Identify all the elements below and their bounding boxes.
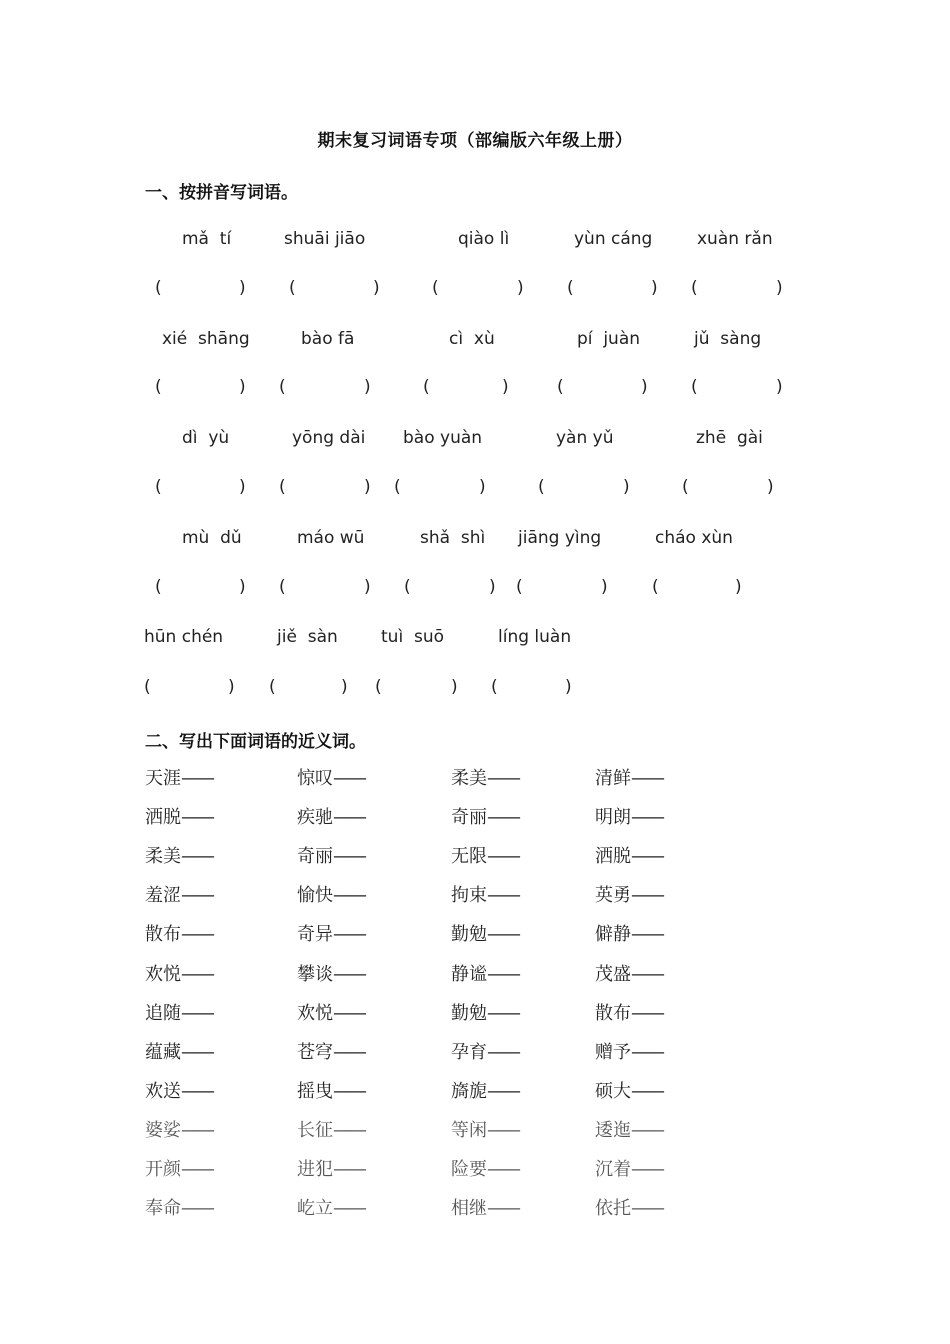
synonym-item: [595, 1116, 663, 1142]
answer-line: ——: [333, 768, 365, 789]
answer-line: ——: [333, 846, 365, 868]
synonym-item: [145, 842, 213, 868]
synonym-word: 奇丽: [451, 807, 487, 829]
synonym-item: [451, 842, 519, 868]
synonym-item: [595, 881, 663, 907]
synonym-word: 依托: [595, 1198, 631, 1220]
synonym-word: 苍穹: [297, 1041, 333, 1063]
answer-line: ——: [487, 1159, 519, 1180]
pinyin-prompt: yùn cáng: [574, 229, 653, 249]
answer-blank-open: (: [557, 377, 564, 397]
answer-blank-open: (: [269, 677, 276, 697]
answer-blank-open: (: [155, 278, 162, 298]
synonym-item: [145, 803, 213, 829]
answer-blank-open: (: [567, 278, 574, 298]
answer-line: ——: [631, 1198, 663, 1220]
answer-line: ——: [333, 924, 365, 946]
synonym-word: 旖旎: [451, 1080, 487, 1102]
answer-blank-open: (: [516, 577, 523, 597]
synonym-word: 奇丽: [297, 846, 333, 868]
synonym-word: 屹立: [297, 1198, 333, 1220]
answer-blank-close: ): [502, 377, 509, 397]
answer-line: ——: [487, 846, 519, 868]
synonym-item: [451, 920, 519, 946]
synonym-word: 婆娑: [145, 1119, 181, 1141]
synonym-word: 愉快: [297, 885, 333, 907]
synonym-word: 开颜: [145, 1159, 181, 1180]
synonym-item: [451, 1077, 519, 1103]
answer-line: ——: [631, 1041, 663, 1063]
synonym-item: [145, 1038, 213, 1064]
synonym-word: 明朗: [595, 807, 631, 829]
answer-line: ——: [181, 1080, 213, 1102]
answer-line: ——: [181, 924, 213, 946]
answer-blank-close: ): [239, 577, 246, 597]
answer-line: ——: [487, 768, 519, 789]
answer-blank-open: (: [652, 577, 659, 597]
answer-blank-close: ): [451, 677, 458, 697]
answer-line: ——: [333, 885, 365, 907]
synonym-word: 孕育: [451, 1041, 487, 1063]
synonym-word: 疾驰: [297, 807, 333, 829]
answer-blank-open: (: [155, 477, 162, 497]
synonym-item: [595, 920, 663, 946]
answer-line: ——: [333, 1119, 365, 1141]
answer-blank-open: (: [155, 577, 162, 597]
answer-blank-open: (: [423, 377, 430, 397]
answer-blank-close: ): [601, 577, 608, 597]
synonym-item: [297, 1155, 365, 1181]
synonym-word: 茂盛: [595, 963, 631, 985]
answer-line: ——: [333, 807, 365, 829]
synonym-item: [145, 1116, 213, 1142]
synonym-item: [145, 1194, 213, 1220]
synonym-word: 等闲: [451, 1119, 487, 1141]
answer-blank-open: (: [682, 477, 689, 497]
synonym-word: 欢悦: [297, 1002, 333, 1024]
answer-blank-open: (: [279, 377, 286, 397]
synonym-word: 沉着: [595, 1159, 631, 1180]
answer-blank-close: ): [364, 577, 371, 597]
pinyin-prompt: mù dǔ: [182, 528, 242, 548]
synonym-word: 进犯: [297, 1159, 333, 1180]
synonym-item: [297, 803, 365, 829]
answer-line: ——: [487, 1002, 519, 1024]
synonym-word: 洒脱: [595, 846, 631, 868]
answer-line: ——: [181, 807, 213, 829]
answer-blank-close: ): [623, 477, 630, 497]
pinyin-prompt: bào yuàn: [403, 428, 483, 448]
answer-line: ——: [181, 1198, 213, 1220]
synonym-item: [595, 842, 663, 868]
pinyin-prompt: qiào lì: [458, 229, 510, 249]
pinyin-prompt: mǎ tí: [182, 229, 232, 249]
synonym-item: [451, 803, 519, 829]
synonym-item: [595, 1077, 663, 1103]
synonym-item: [595, 1155, 663, 1181]
synonym-word: 天涯: [145, 768, 181, 789]
synonym-word: 静谧: [451, 963, 487, 985]
synonym-word: 长征: [297, 1119, 333, 1141]
synonym-item: [297, 1116, 365, 1142]
synonym-item: [297, 764, 365, 790]
synonym-item: [297, 881, 365, 907]
answer-line: ——: [181, 1119, 213, 1141]
answer-line: ——: [487, 963, 519, 985]
answer-blank-close: ): [364, 377, 371, 397]
synonym-item: [297, 1038, 365, 1064]
answer-blank-close: ): [735, 577, 742, 597]
pinyin-prompt: pí juàn: [577, 329, 641, 349]
answer-line: ——: [631, 846, 663, 868]
synonym-word: 柔美: [145, 846, 181, 868]
synonym-item: [451, 1155, 519, 1181]
pinyin-prompt: bào fā: [301, 329, 355, 349]
synonym-item: [451, 1194, 519, 1220]
synonym-word: 僻静: [595, 924, 631, 946]
synonym-item: [595, 1038, 663, 1064]
synonym-word: 清鲜: [595, 768, 631, 789]
synonym-item: [145, 1077, 213, 1103]
answer-blank-close: ): [565, 677, 572, 697]
synonym-item: [145, 960, 213, 986]
synonym-item: [451, 764, 519, 790]
synonym-word: 逶迤: [595, 1119, 631, 1141]
pinyin-prompt: shuāi jiāo: [284, 229, 366, 249]
synonym-item: [595, 960, 663, 986]
answer-line: ——: [333, 1002, 365, 1024]
synonym-item: [595, 764, 663, 790]
answer-blank-open: (: [279, 577, 286, 597]
synonym-word: 欢送: [145, 1080, 181, 1102]
page-title: 期末复习词语专项（部编版六年级上册）: [317, 131, 633, 151]
synonym-word: 欢悦: [145, 963, 181, 985]
synonym-item: [451, 1038, 519, 1064]
synonym-word: 勤勉: [451, 1002, 487, 1024]
pinyin-prompt: zhē gài: [696, 428, 763, 448]
synonym-word: 散布: [145, 924, 181, 946]
answer-blank-open: (: [279, 477, 286, 497]
synonym-item: [451, 999, 519, 1025]
synonym-item: [145, 881, 213, 907]
section2-heading: 二、写出下面词语的近义词。: [145, 732, 366, 752]
pinyin-prompt: shǎ shì: [420, 528, 486, 548]
answer-blank-open: (: [691, 377, 698, 397]
pinyin-prompt: xié shāng: [162, 329, 250, 349]
answer-line: ——: [333, 1159, 365, 1180]
answer-line: ——: [487, 924, 519, 946]
answer-blank-close: ): [641, 377, 648, 397]
answer-line: ——: [631, 924, 663, 946]
answer-blank-open: (: [394, 477, 401, 497]
pinyin-prompt: máo wū: [297, 528, 365, 548]
answer-line: ——: [631, 807, 663, 829]
synonym-item: [145, 1155, 213, 1181]
answer-line: ——: [181, 885, 213, 907]
answer-blank-open: (: [691, 278, 698, 298]
synonym-item: [297, 960, 365, 986]
synonym-item: [451, 881, 519, 907]
answer-blank-close: ): [228, 677, 235, 697]
synonym-item: [297, 1077, 365, 1103]
synonym-item: [297, 920, 365, 946]
answer-blank-close: ): [373, 278, 380, 298]
synonym-word: 硕大: [595, 1080, 631, 1102]
answer-line: ——: [181, 1002, 213, 1024]
answer-line: ——: [181, 846, 213, 868]
synonym-item: [297, 999, 365, 1025]
answer-blank-close: ): [517, 278, 524, 298]
synonym-item: [451, 1116, 519, 1142]
pinyin-prompt: jǔ sàng: [694, 329, 762, 349]
answer-blank-close: ): [776, 377, 783, 397]
answer-blank-close: ): [489, 577, 496, 597]
answer-blank-close: ): [364, 477, 371, 497]
synonym-word: 追随: [145, 1002, 181, 1024]
answer-line: ——: [631, 768, 663, 789]
pinyin-prompt: tuì suō: [381, 627, 445, 647]
answer-line: ——: [631, 1080, 663, 1102]
synonym-item: [297, 842, 365, 868]
answer-blank-close: ): [776, 278, 783, 298]
answer-line: ——: [333, 1080, 365, 1102]
synonym-word: 蕴藏: [145, 1041, 181, 1063]
answer-blank-close: ): [479, 477, 486, 497]
answer-line: ——: [487, 1198, 519, 1220]
answer-line: ——: [487, 1080, 519, 1102]
answer-blank-close: ): [239, 477, 246, 497]
pinyin-prompt: hūn chén: [144, 627, 224, 647]
synonym-word: 惊叹: [297, 768, 333, 789]
answer-blank-open: (: [491, 677, 498, 697]
pinyin-prompt: líng luàn: [498, 627, 572, 647]
answer-line: ——: [181, 1159, 213, 1180]
answer-line: ——: [333, 1041, 365, 1063]
pinyin-prompt: jiě sàn: [277, 627, 338, 647]
answer-line: ——: [631, 1159, 663, 1180]
pinyin-prompt: cì xù: [449, 329, 495, 349]
pinyin-prompt: dì yù: [182, 428, 230, 448]
answer-line: ——: [631, 1002, 663, 1024]
synonym-word: 勤勉: [451, 924, 487, 946]
answer-line: ——: [487, 807, 519, 829]
synonym-word: 羞涩: [145, 885, 181, 907]
synonym-item: [451, 960, 519, 986]
answer-blank-open: (: [155, 377, 162, 397]
synonym-word: 相继: [451, 1198, 487, 1220]
pinyin-prompt: xuàn rǎn: [697, 229, 773, 249]
synonym-word: 柔美: [451, 768, 487, 789]
section1-heading: 一、按拼音写词语。: [145, 183, 298, 203]
synonym-word: 奉命: [145, 1198, 181, 1220]
synonym-item: [595, 803, 663, 829]
synonym-word: 散布: [595, 1002, 631, 1024]
synonym-word: 赠予: [595, 1041, 631, 1063]
answer-blank-open: (: [538, 477, 545, 497]
answer-line: ——: [181, 963, 213, 985]
pinyin-prompt: yàn yǔ: [556, 428, 614, 448]
answer-line: ——: [487, 885, 519, 907]
synonym-item: [145, 999, 213, 1025]
pinyin-prompt: jiāng yìng: [518, 528, 602, 548]
answer-line: ——: [333, 1198, 365, 1220]
answer-blank-close: ): [239, 278, 246, 298]
synonym-word: 英勇: [595, 885, 631, 907]
answer-blank-open: (: [404, 577, 411, 597]
answer-blank-open: (: [144, 677, 151, 697]
synonym-word: 洒脱: [145, 807, 181, 829]
answer-blank-close: ): [239, 377, 246, 397]
answer-blank-open: (: [432, 278, 439, 298]
answer-line: ——: [181, 768, 213, 789]
synonym-item: [145, 920, 213, 946]
answer-line: ——: [487, 1119, 519, 1141]
answer-line: ——: [333, 963, 365, 985]
pinyin-prompt: cháo xùn: [655, 528, 733, 548]
synonym-item: [595, 1194, 663, 1220]
answer-line: ——: [181, 1041, 213, 1063]
synonym-word: 无限: [451, 846, 487, 868]
synonym-word: 摇曳: [297, 1080, 333, 1102]
answer-blank-close: ): [767, 477, 774, 497]
answer-blank-close: ): [341, 677, 348, 697]
synonym-word: 奇异: [297, 924, 333, 946]
answer-line: ——: [631, 963, 663, 985]
synonym-word: 拘束: [451, 885, 487, 907]
synonym-word: 攀谈: [297, 963, 333, 985]
answer-line: ——: [631, 885, 663, 907]
answer-blank-close: ): [651, 278, 658, 298]
synonym-word: 险要: [451, 1159, 487, 1180]
synonym-item: [595, 999, 663, 1025]
answer-line: ——: [487, 1041, 519, 1063]
synonym-item: [145, 764, 213, 790]
pinyin-prompt: yōng dài: [292, 428, 366, 448]
answer-line: ——: [631, 1119, 663, 1141]
synonym-item: [297, 1194, 365, 1220]
answer-blank-open: (: [289, 278, 296, 298]
answer-blank-open: (: [375, 677, 382, 697]
